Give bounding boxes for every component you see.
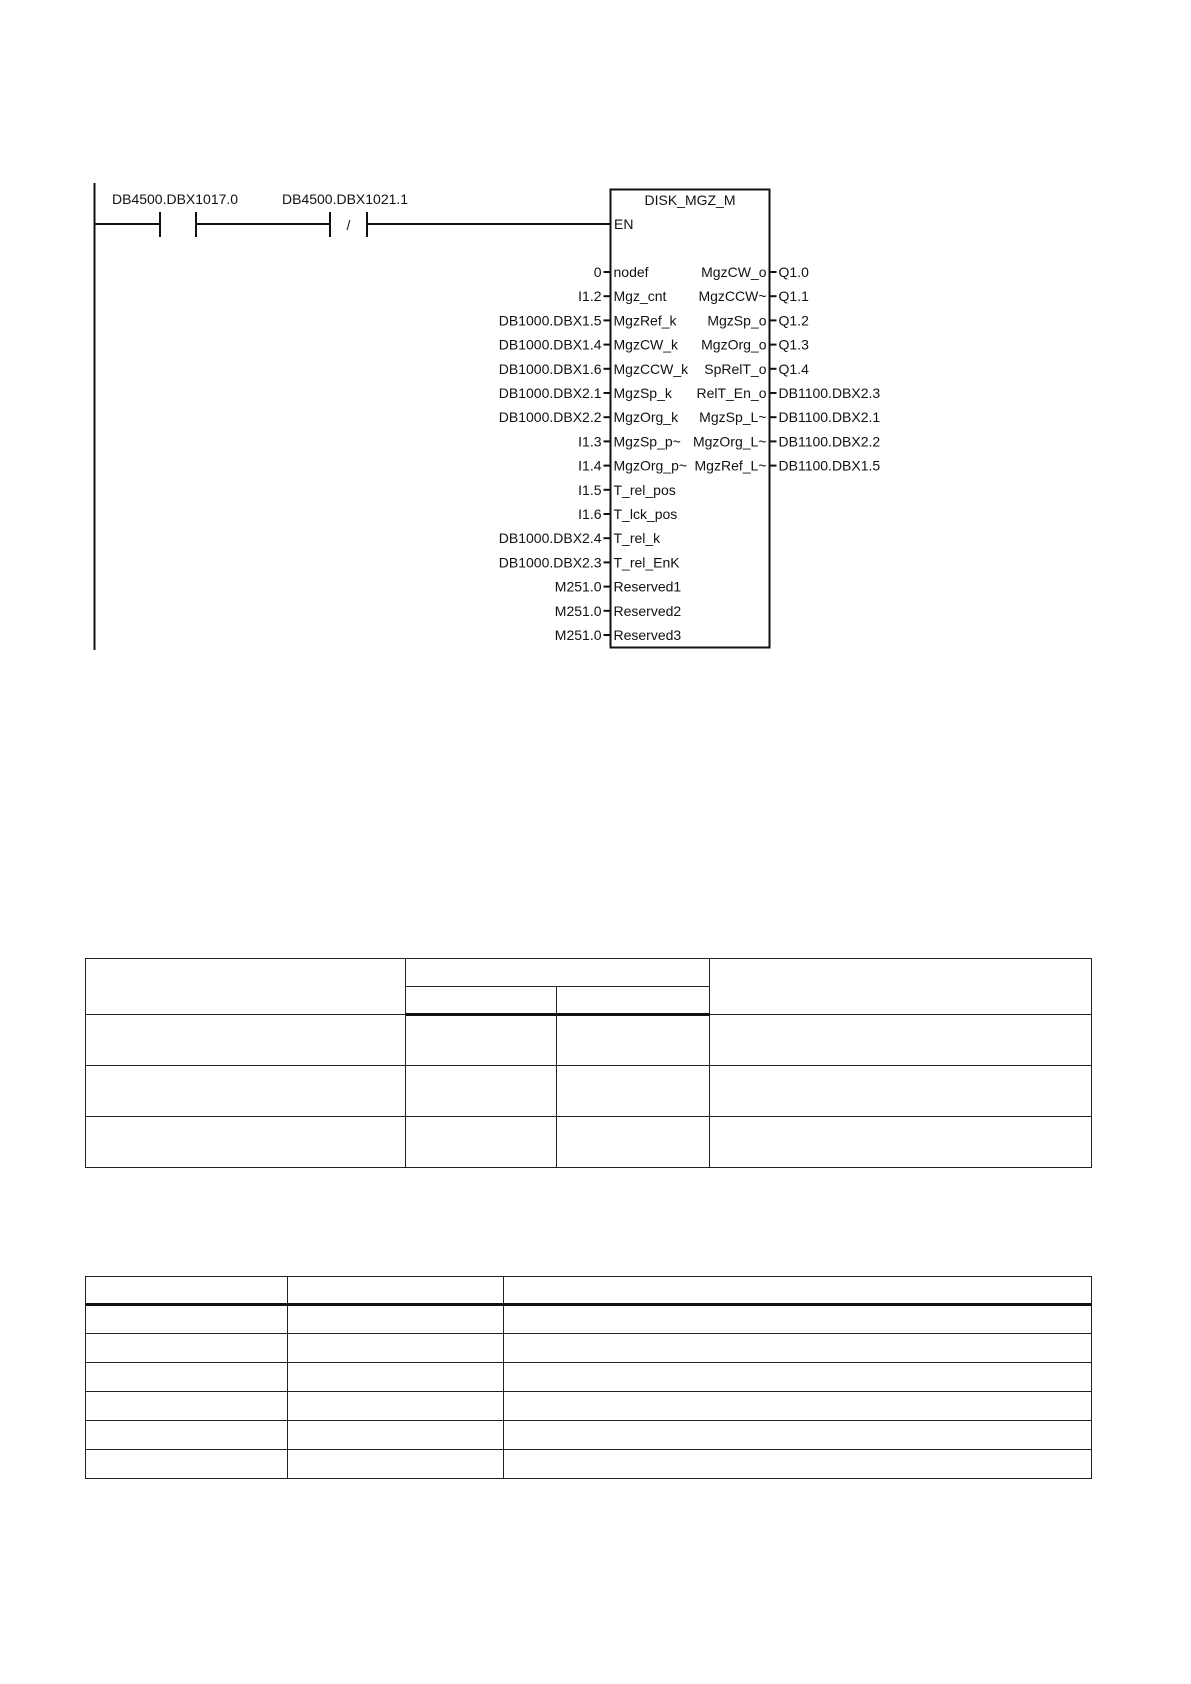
table-cell (406, 1066, 557, 1117)
table-header-cell (504, 1277, 1092, 1305)
table-cell (710, 1117, 1092, 1168)
ladder-diagram (0, 0, 1191, 680)
input-pin-label: Mgz_cnt (613, 288, 667, 305)
table-header-cell (406, 987, 557, 1015)
input-operand: I1.3 (578, 433, 602, 450)
table-cell (86, 1305, 288, 1334)
table-cell (288, 1334, 504, 1363)
table-row (86, 1392, 1092, 1421)
input-pin-label: Reserved1 (613, 578, 682, 595)
input-operand: M251.0 (554, 602, 602, 619)
input-pin-label: MgzCCW_k (613, 360, 689, 377)
table-header-cell (86, 1277, 288, 1305)
table-cell (86, 1066, 406, 1117)
output-pin-label: MgzSp_L~ (699, 409, 767, 426)
table-row (86, 1117, 1092, 1168)
table-2 (85, 1276, 1092, 1479)
table-row (86, 1450, 1092, 1479)
input-pin-label: T_rel_k (613, 530, 661, 547)
output-pin-label: SpRelT_o (704, 360, 767, 377)
contact-nc-symbol: / (346, 217, 351, 233)
table-cell (86, 1421, 288, 1450)
input-pin-label: T_rel_pos (613, 481, 676, 498)
output-pin-label: MgzOrg_o (701, 336, 767, 353)
table-cell (504, 1363, 1092, 1392)
block-outputs (693, 264, 880, 474)
input-operand: M251.0 (554, 627, 602, 643)
table-row (86, 1334, 1092, 1363)
output-operand: Q1.3 (778, 336, 809, 353)
input-pin-label: T_lck_pos (613, 506, 678, 522)
input-pin-label: T_rel_EnK (613, 554, 680, 571)
output-pin-label: MgzOrg_L~ (692, 433, 767, 450)
input-operand: I1.4 (578, 457, 602, 474)
table-cell (504, 1334, 1092, 1363)
output-pin-label: MgzCW_o (701, 264, 767, 280)
table-cell (288, 1392, 504, 1421)
table-cell (406, 1117, 557, 1168)
input-pin-label: MgzCW_k (613, 336, 679, 353)
table-row (86, 1066, 1092, 1117)
block-inputs (499, 264, 689, 643)
output-operand: DB1100.DBX2.1 (778, 409, 881, 426)
input-pin-label: MgzSp_p~ (613, 433, 681, 450)
contact-no (160, 212, 196, 237)
input-pin-label: MgzOrg_p~ (613, 457, 688, 474)
contact-label: DB4500.DBX1017.0 (112, 191, 239, 207)
table-cell (86, 1392, 288, 1421)
output-pin-label: RelT_En_o (696, 385, 767, 401)
table-cell (288, 1421, 504, 1450)
table-header-cell (86, 959, 406, 1015)
table-header-cell (406, 959, 710, 987)
output-operand: DB1100.DBX2.2 (778, 433, 881, 450)
contact-label: DB4500.DBX1021.1 (282, 191, 409, 207)
input-operand: DB1000.DBX2.3 (498, 554, 602, 571)
table-row (86, 1015, 1092, 1066)
input-operand: DB1000.DBX2.4 (498, 530, 602, 547)
table-header-cell (288, 1277, 504, 1305)
table-cell (288, 1450, 504, 1479)
output-operand: DB1100.DBX2.3 (778, 385, 881, 401)
input-operand: DB1000.DBX1.5 (498, 312, 602, 329)
table-cell (288, 1363, 504, 1392)
input-operand: M251.0 (554, 578, 602, 595)
input-operand: DB1000.DBX1.6 (498, 360, 602, 377)
table-cell (86, 1117, 406, 1168)
output-pin-label: MgzCCW~ (698, 288, 767, 305)
input-operand: DB1000.DBX2.1 (498, 385, 602, 401)
table-row (86, 1305, 1092, 1334)
table-cell (86, 1450, 288, 1479)
input-operand: DB1000.DBX1.4 (498, 336, 602, 353)
table-cell (86, 1363, 288, 1392)
table-cell (86, 1015, 406, 1066)
table-cell (504, 1305, 1092, 1334)
table-cell (557, 1066, 710, 1117)
enable-pin: EN (614, 216, 634, 232)
input-pin-label: Reserved2 (613, 602, 682, 619)
output-pin-label: MgzSp_o (707, 312, 767, 329)
table-cell (557, 1117, 710, 1168)
table-cell (557, 1015, 710, 1066)
output-operand: Q1.0 (778, 264, 809, 280)
table-cell (86, 1334, 288, 1363)
block-name: DISK_MGZ_M (644, 192, 736, 208)
table-cell (710, 1066, 1092, 1117)
input-pin-label: MgzSp_k (613, 385, 672, 401)
output-operand: Q1.1 (778, 288, 809, 305)
input-operand: DB1000.DBX2.2 (498, 409, 602, 426)
input-operand: 0 (593, 264, 602, 280)
table-cell (504, 1421, 1092, 1450)
table-header-row (86, 1277, 1092, 1305)
input-operand: I1.5 (578, 481, 602, 498)
input-pin-label: nodef (613, 264, 649, 280)
table-cell (406, 1015, 557, 1066)
table-header-row (86, 959, 1092, 987)
table-header-cell (710, 959, 1092, 1015)
table-header-cell (557, 987, 710, 1015)
output-operand: Q1.4 (778, 360, 809, 377)
table-row (86, 1363, 1092, 1392)
output-operand: Q1.2 (778, 312, 809, 329)
input-operand: I1.6 (578, 506, 602, 522)
table-cell (504, 1450, 1092, 1479)
table-cell (504, 1392, 1092, 1421)
output-pin-label: MgzRef_L~ (694, 457, 767, 474)
input-pin-label: Reserved3 (613, 627, 682, 643)
table-cell (710, 1015, 1092, 1066)
output-operand: DB1100.DBX1.5 (778, 457, 881, 474)
input-pin-label: MgzRef_k (613, 312, 677, 329)
input-operand: I1.2 (578, 288, 602, 305)
table-1 (85, 958, 1092, 1168)
table-cell (288, 1305, 504, 1334)
table-row (86, 1421, 1092, 1450)
input-pin-label: MgzOrg_k (613, 409, 679, 426)
